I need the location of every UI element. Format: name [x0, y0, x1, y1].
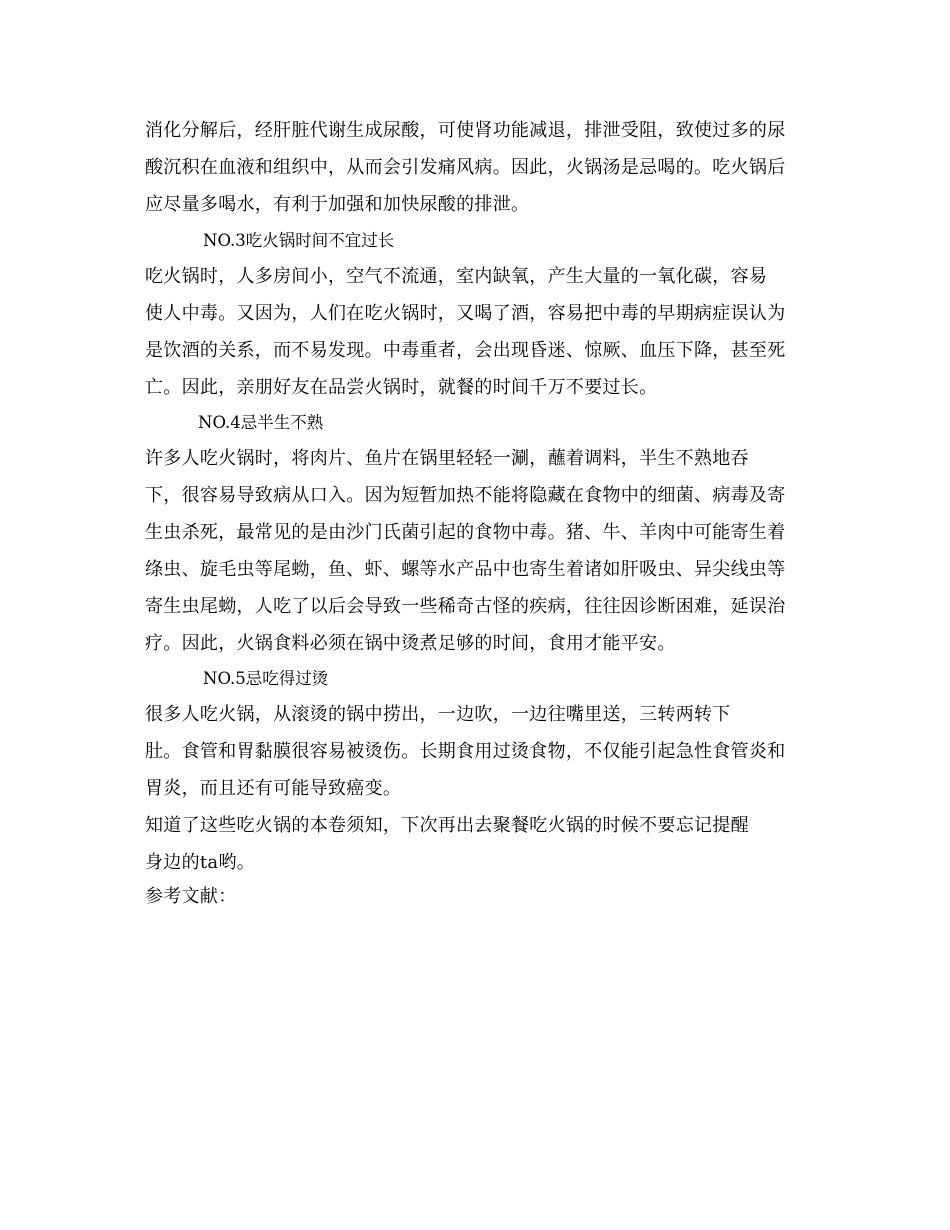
- references-label: 参考文献：: [145, 886, 237, 907]
- paragraph-line: 下，很容易导致病从口入。因为短暂加热不能将隐藏在食物中的细菌、病毒及寄: [145, 485, 786, 506]
- paragraph-line: 疗。因此，火锅食料必须在锅中烫煮足够的时间，食用才能平安。: [145, 633, 676, 654]
- paragraph-line: 亡。因此，亲朋好友在品尝火锅时，就餐的时间千万不要过长。: [145, 377, 658, 398]
- paragraph-line: 肚。食管和胃黏膜很容易被烫伤。长期食用过烫食物，不仅能引起急性食管炎和: [145, 741, 786, 762]
- section-heading-no4: NO.4忌半生不熟: [198, 413, 324, 432]
- paragraph-line: 胃炎，而且还有可能导致癌变。: [145, 778, 402, 799]
- paragraph-line: 绦虫、旋毛虫等尾蚴，鱼、虾、螺等水产品中也寄生着诸如肝吸虫、异尖线虫等: [145, 559, 786, 580]
- paragraph-line: 许多人吃火锅时，将肉片、鱼片在锅里轻轻一涮，蘸着调料，半生不熟地吞: [145, 448, 749, 469]
- paragraph-line: 消化分解后，经肝脏代谢生成尿酸，可使肾功能减退，排泄受阻，致使过多的尿: [145, 120, 786, 141]
- paragraph-line: 身边的ta哟。: [145, 852, 256, 873]
- paragraph-line: 很多人吃火锅，从滚烫的锅中捞出，一边吹，一边往嘴里送，三转两转下: [145, 704, 731, 725]
- paragraph-line: 是饮酒的关系，而不易发现。中毒重者，会出现昏迷、惊厥、血压下降，甚至死: [145, 340, 786, 361]
- paragraph-line: 吃火锅时，人多房间小，空气不流通，室内缺氧，产生大量的一氧化碳，容易: [145, 266, 768, 287]
- paragraph-line: 知道了这些吃火锅的本卷须知，下次再出去聚餐吃火锅的时候不要忘记提醒: [145, 815, 749, 836]
- paragraph-line: 使人中毒。又因为，人们在吃火锅时，又喝了酒，容易把中毒的早期病症误认为: [145, 303, 786, 324]
- paragraph-line: 酸沉积在血液和组织中，从而会引发痛风病。因此，火锅汤是忌喝的。吃火锅后: [145, 157, 786, 178]
- section-heading-no3: NO.3吃火锅时间不宜过长: [203, 231, 395, 250]
- paragraph-line: 应尽量多喝水，有利于加强和加快尿酸的排泄。: [145, 194, 530, 215]
- paragraph-line: 生虫杀死，最常见的是由沙门氏菌引起的食物中毒。猪、牛、羊肉中可能寄生着: [145, 522, 786, 543]
- paragraph-line: 寄生虫尾蚴，人吃了以后会导致一些稀奇古怪的疾病，往往因诊断困难，延误治: [145, 596, 786, 617]
- section-heading-no5: NO.5忌吃得过烫: [203, 669, 329, 688]
